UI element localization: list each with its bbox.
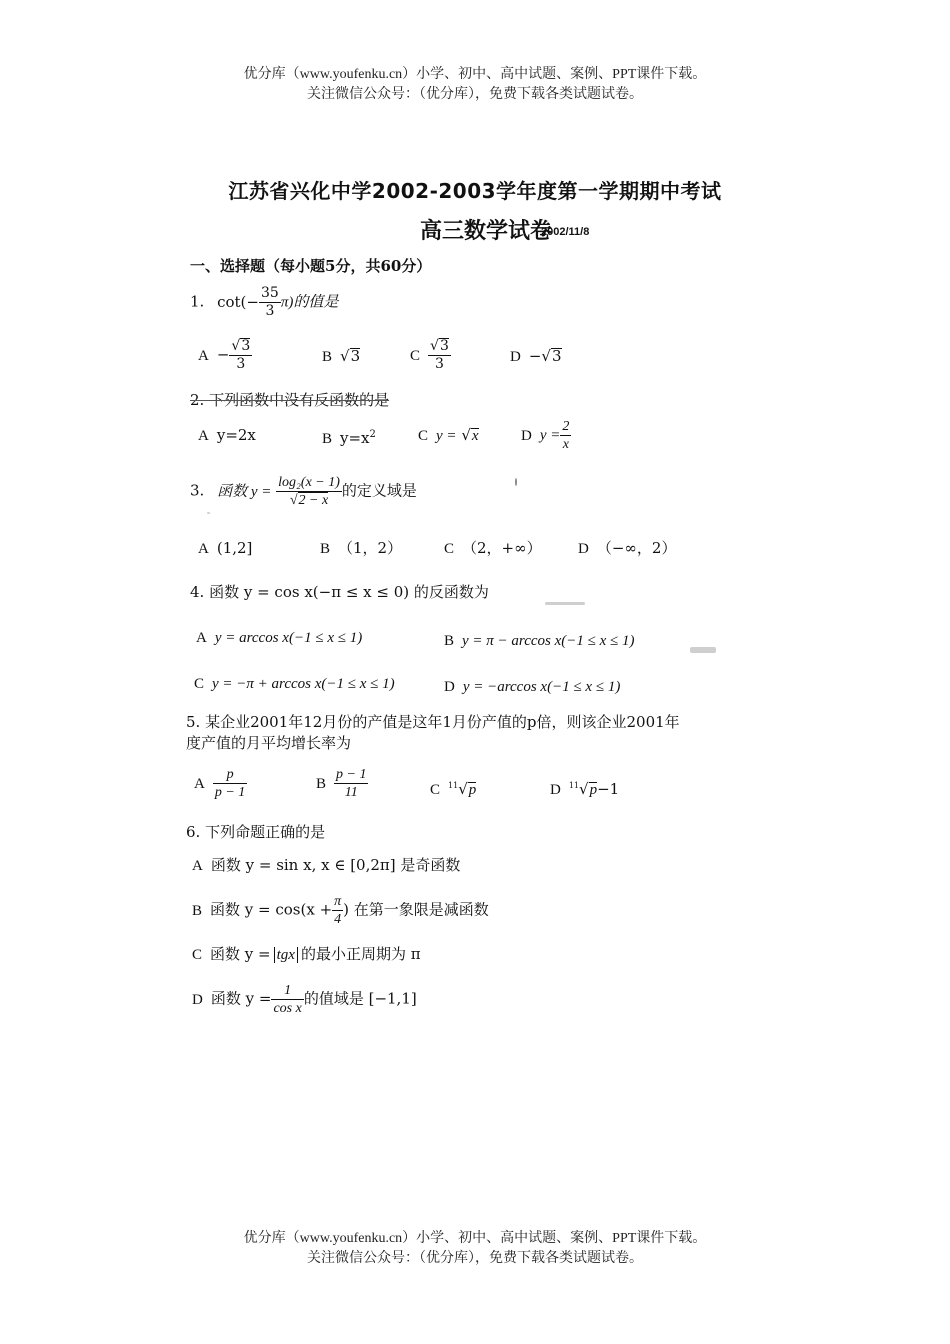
q3-option-a xyxy=(198,538,252,559)
q1-option-a xyxy=(198,338,252,373)
denominator: 11 xyxy=(344,785,358,800)
option-label: D xyxy=(550,782,561,798)
option-label: B xyxy=(316,775,327,792)
option-label: D xyxy=(192,991,203,1008)
option-label: C xyxy=(194,676,205,692)
sign: − xyxy=(528,347,542,365)
radicand: 3 xyxy=(439,338,449,354)
scan-speck xyxy=(207,512,210,514)
q3-post: 的定义域是 xyxy=(341,481,417,500)
option-label: B xyxy=(192,902,203,919)
q5-option-c: C $^{11}$√p xyxy=(430,780,477,798)
root-index: 11 xyxy=(448,781,459,790)
option-pre: 函数 y = xyxy=(210,945,271,963)
radicand: 3 xyxy=(241,338,251,354)
question-5-line-1: 5. 某企业2001年12月份的产值是这年1月份产值的p倍，则该企业2001年 xyxy=(186,713,680,731)
option-text: y=2x xyxy=(216,426,256,444)
option-label: D xyxy=(521,427,532,444)
q1-c-fraction: $\frac{√3}{3}$ xyxy=(430,338,449,372)
q6-option-d xyxy=(192,982,417,1017)
question-5-line-2: 度产值的月平均增长率为 xyxy=(186,734,352,752)
option-text: y = xyxy=(539,427,561,444)
q2-option-a xyxy=(198,425,256,446)
option-pre: 函数 y = cos(x + xyxy=(210,900,333,919)
numerator: p xyxy=(213,766,247,784)
denominator: 4 xyxy=(334,912,342,927)
q4-option-d xyxy=(444,676,620,697)
option-text: y = xyxy=(436,428,457,444)
question-6: 6. 下列命题正确的是 xyxy=(186,823,326,841)
option-text: y=x xyxy=(340,429,370,447)
question-2: 2. 下列函数中没有反函数的是 xyxy=(190,391,390,409)
numerator: 2 xyxy=(562,419,570,434)
option-post: 的值域是 [−1,1] xyxy=(303,989,417,1008)
option-label: A xyxy=(192,858,203,874)
option-text: y = arccos x(−1 ≤ x ≤ 1) xyxy=(214,630,363,646)
q3-number: 3. xyxy=(190,481,205,500)
q2-option-d xyxy=(521,418,571,453)
q3-frac-num: log₂(x − 1) xyxy=(278,475,340,490)
option-label: D xyxy=(578,541,589,557)
option-label: B xyxy=(444,633,455,649)
exam-subtitle: 高三数学试卷 xyxy=(420,219,553,244)
q3-option-c xyxy=(444,538,542,559)
q1-frac-den: 3 xyxy=(265,303,275,319)
option-label: C xyxy=(418,428,429,444)
option-label: C xyxy=(430,782,441,798)
q1-post: π)的值是 xyxy=(280,294,339,311)
option-text: （1，2） xyxy=(338,539,403,557)
q4-option-a xyxy=(196,627,362,648)
option-label: C xyxy=(444,541,455,557)
q5-option-d: D $^{11}$√p−1 xyxy=(550,780,620,798)
q4-option-b xyxy=(444,630,635,651)
scan-speck xyxy=(690,647,716,653)
header-line-2: 关注微信公众号：（优分库），免费下载各类试题试卷。 xyxy=(307,87,643,102)
exponent: 2 xyxy=(369,429,376,440)
option-text: (1,2] xyxy=(216,539,253,557)
radicand: p xyxy=(589,782,598,798)
option-label: B xyxy=(322,349,333,365)
numerator: p − 1 xyxy=(336,767,367,782)
q1-frac-num: 35 xyxy=(260,285,279,301)
q1-pre: cot(− xyxy=(217,292,259,311)
q2-option-c: C y = √x xyxy=(418,426,479,444)
denominator: 3 xyxy=(434,356,444,372)
radicand: x xyxy=(471,428,479,444)
q4-option-c xyxy=(194,673,395,694)
denominator: p − 1 xyxy=(214,785,246,800)
radicand: 3 xyxy=(350,347,361,365)
q1-option-d: D −√3 xyxy=(510,347,562,365)
option-pre: 函数 y = xyxy=(210,989,272,1008)
radicand: 3 xyxy=(551,347,562,365)
option-text: 函数 y = sin x, x ∈ [0,2π] 是奇函数 xyxy=(210,856,461,874)
abs-value: tgx xyxy=(274,947,298,963)
scan-speck xyxy=(545,602,585,605)
option-text: （−∞，2） xyxy=(596,539,677,557)
q5-option-a xyxy=(194,766,247,801)
scan-speck xyxy=(515,478,517,486)
option-label: A xyxy=(198,541,209,557)
option-label: D xyxy=(510,349,521,365)
section-heading: 一、选择题（每小题5分，共60分） xyxy=(190,257,432,275)
option-label: A xyxy=(198,347,209,364)
radicand: p xyxy=(468,782,477,798)
option-label: C xyxy=(410,347,421,364)
option-label: A xyxy=(198,428,209,444)
numerator: π xyxy=(334,894,342,909)
q1-option-b: B √3 xyxy=(322,347,361,365)
sign: − xyxy=(216,345,230,364)
exam-date: 2002/11/8 xyxy=(541,226,590,238)
q6-option-b xyxy=(192,893,489,928)
q1-a-fraction: $\frac{√3}{3}$ xyxy=(231,338,251,372)
option-label: B xyxy=(322,431,333,447)
question-3 xyxy=(190,474,417,509)
q6-option-a xyxy=(192,855,460,876)
q1-number: 1. xyxy=(190,292,205,311)
denominator: 3 xyxy=(236,356,246,372)
option-text: y = −π + arccos x(−1 ≤ x ≤ 1) xyxy=(212,676,395,692)
option-post: ) 在第一象限是减函数 xyxy=(343,900,489,919)
q3-fraction: $\frac{\text{log₂(x − 1)}}{√2 - x}$ xyxy=(278,475,340,508)
denominator: cos x xyxy=(273,1001,302,1016)
q6-b-fraction xyxy=(332,893,343,928)
numerator: 1 xyxy=(271,982,303,1000)
q6-d-fraction xyxy=(271,982,303,1017)
footer-line-1: 优分库（www.youfenku.cn）小学、初中、高中试题、案例、PPT课件下载。 xyxy=(243,1231,707,1246)
q5-option-b xyxy=(316,766,368,801)
question-1 xyxy=(190,285,338,320)
q1-fraction xyxy=(259,285,281,320)
denominator: x xyxy=(562,437,569,452)
q2-option-b xyxy=(322,425,376,449)
q2-d-fraction xyxy=(560,418,571,453)
q3-pre: 函数 y = xyxy=(217,483,272,500)
q5-b-fraction xyxy=(334,766,368,801)
q1-option-c xyxy=(410,338,451,373)
header-line-1: 优分库（www.youfenku.cn）小学、初中、高中试题、案例、PPT课件下载。 xyxy=(243,67,707,82)
footer-line-2: 关注微信公众号：（优分库），免费下载各类试题试卷。 xyxy=(307,1251,643,1266)
option-label: A xyxy=(196,630,207,646)
option-text: y = −arccos x(−1 ≤ x ≤ 1) xyxy=(462,679,621,695)
option-label: A xyxy=(194,775,205,792)
q6-option-c xyxy=(192,944,421,965)
q3-option-b xyxy=(320,538,402,559)
q5-a-fraction xyxy=(213,766,247,801)
option-label: D xyxy=(444,679,455,695)
q3-option-d xyxy=(578,538,676,559)
root-index: 11 xyxy=(568,781,580,790)
option-text: y = π − arccos x(−1 ≤ x ≤ 1) xyxy=(462,633,635,649)
question-4: 4. 函数 y = cos x(−π ≤ x ≤ 0) 的反函数为 xyxy=(190,583,489,601)
option-post: 的最小正周期为 π xyxy=(300,945,421,963)
option-text: （2，+∞） xyxy=(462,539,542,557)
option-post: −1 xyxy=(597,780,620,798)
option-label: B xyxy=(320,541,331,557)
exam-title: 江苏省兴化中学2002-2003学年度第一学期期中考试 xyxy=(228,179,722,203)
option-label: C xyxy=(192,947,203,963)
q3-frac-den: 2 − x xyxy=(298,493,329,508)
